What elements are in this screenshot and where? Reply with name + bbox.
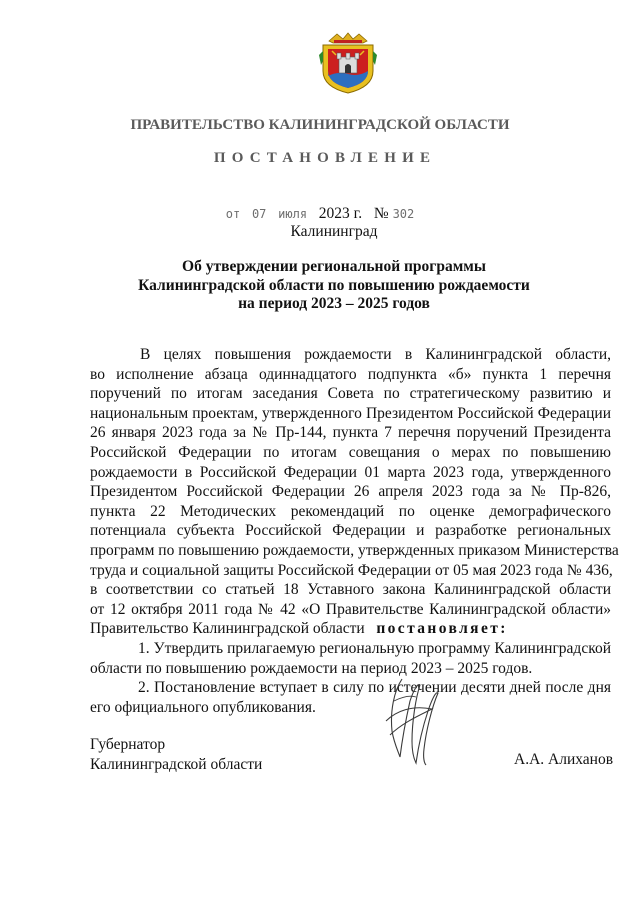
body-line: В целях повышения рождаемости в Калининградской области, [140, 346, 611, 363]
body-line-final [90, 619, 611, 639]
document-title [0, 258, 640, 314]
item-1-line-1: 1. Утвердить прилагаемую региональную программу Калининградской [138, 639, 611, 657]
item-2-line-1: 2. Постановление вступает в силу по истечении десяти дней после дня [138, 679, 611, 697]
date-number-line [0, 205, 640, 223]
body-line: Президентом Российской Федерации 26 апреля 2023 года за № Пр-826, [90, 483, 611, 501]
date-prefix: от [225, 207, 241, 221]
signatory-name: А.А. Алиханов [514, 751, 614, 768]
body-line: от 12 октября 2011 года № 42 «О Правительстве Калининградской области» [90, 600, 611, 618]
title-line: Об утверждении региональной программы [182, 258, 486, 275]
date-day: 07 [251, 207, 267, 221]
position-title: Губернатор [90, 736, 166, 753]
body-line: потенциала субъекта Российской Федерации и разработке региональных [90, 522, 611, 540]
body-line: пункта 22 Методических рекомендаций по оценке демографического [90, 502, 611, 520]
signatory-position [90, 735, 262, 774]
body-line: 26 января 2023 года за № Пр-144, пункта 7 перечня поручений Президента [90, 424, 611, 442]
body-line: труда и социальной защиты Российской Федерации от 05 мая 2023 года № 436, [90, 561, 613, 579]
document-number: 302 [392, 207, 415, 221]
city: Калининград [290, 223, 378, 240]
body-line: поручений по итогам заседания Совета по стратегическому развитию и [90, 385, 611, 403]
resolves-keyword: постановляет: [376, 620, 508, 638]
body-line: в соответствии со статьей 18 Уставного закона Калининградской области [90, 581, 611, 599]
title-line: на период 2023 – 2025 годов [238, 295, 430, 312]
body-line: национальным проектам, утвержденного Президентом Российской Федерации [90, 404, 611, 422]
item-2-line-2: его официального опубликования. [90, 698, 316, 716]
government-name: ПРАВИТЕЛЬСТВО КАЛИНИНГРАДСКОЙ ОБЛАСТИ [130, 117, 510, 133]
document-body [90, 345, 619, 717]
body-line: Российской Федерации по итогам совещания о мерах по повышению [90, 443, 611, 461]
date-month: июля [278, 207, 308, 221]
body-line: рождаемости в Российской Федерации 01 марта 2023 года, утвержденного [90, 463, 611, 481]
coat-of-arms-emblem [317, 31, 379, 95]
item-1-line-2: области по повышению рождаемости на период 2023 – 2025 годов. [90, 659, 533, 677]
title-line: Калининградской области по повышению рождаемости [138, 276, 530, 294]
body-line: во исполнение абзаца одиннадцатого подпункта «б» пункта 1 перечня [90, 365, 611, 383]
position-region: Калининградской области [90, 755, 263, 773]
body-line: Правительство Калининградской области [90, 620, 365, 638]
date-year: 2023 г. [318, 205, 363, 222]
document-type: ПОСТАНОВЛЕНИЕ [213, 150, 437, 166]
body-line: программ по повышению рождаемости, утвержденных приказом Министерства [90, 541, 619, 559]
number-sign: № [373, 205, 389, 222]
handwritten-signature [372, 671, 446, 771]
